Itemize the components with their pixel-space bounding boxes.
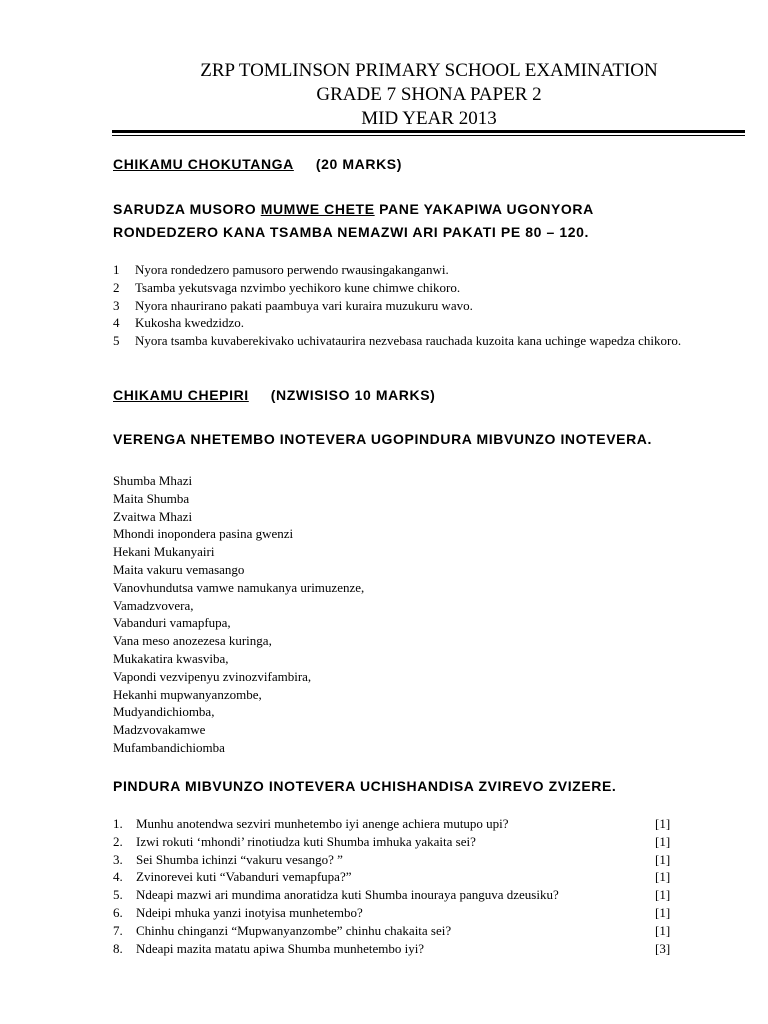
question-number: 8. [113,940,123,956]
poem-line: Mufambandichiomba [113,739,225,755]
question-item [113,886,673,904]
poem-line: Hekanhi mupwanyanzombe, [113,686,262,702]
poem-line: Vana meso anozezesa kuringa, [113,633,272,649]
poem-line: Vamadzvovera, [113,597,194,613]
item-text: Tsamba yekutsvaga nzvimbo yechikoro kune chimwe chikoro. [135,279,461,295]
question-text: Ndeapi mazwi ari mundima anoratidza kuti Shumba inouraya panguva dzeusiku? [136,887,559,903]
question-mark: [1] [655,887,671,903]
school-title: ZRP TOMLINSON PRIMARY SCHOOL EXAMINATION [200,60,658,81]
topic-list [113,261,753,350]
section2-title: CHIKAMU CHEPIRI [113,387,249,403]
poem-line: Shumba Mhazi [113,473,193,488]
question-mark: [1] [655,833,671,849]
item-number: 3 [113,297,120,313]
poem [113,472,364,757]
item-number: 1 [113,262,120,277]
question-text: Izwi rokuti ‘mhondi’ rinotiudza kuti Shumba imhuka yakaita sei? [136,833,476,849]
item-text: Nyora nhaurirano pakati paambuya vari kuraira muzukuru wavo. [135,297,473,313]
poem-line: Vanovhundutsa vamwe namukanya urimuzenze, [113,579,365,595]
item-number: 5 [113,333,120,349]
question-number: 3. [113,851,123,867]
section1-instruction-line1 [113,201,594,217]
question-item [113,940,673,958]
poem-line: Vapondi vezvipenyu zvinozvifambira, [113,668,312,684]
item-number: 2 [113,279,120,295]
section2-marks: (NZWISISO 10 MARKS) [270,387,436,403]
section2-heading [113,387,435,403]
question-mark: [1] [655,904,671,920]
section1-marks: (20 MARKS) [315,156,402,172]
poem-line: Mhondi inopondera pasina gwenzi [113,526,294,542]
item-text: Nyora tsamba kuvaberekivako uchivataurira nezvebasa rauchada kuzoita kana uchinge wapedza chikoro. [135,333,682,349]
item-number: 4 [113,315,120,331]
poem-line: Maita vakuru vemasango [113,561,245,577]
paper-title: GRADE 7 SHONA PAPER 2 [316,84,542,105]
poem-line: Mukakatira kwasviba, [113,650,229,666]
question-mark: [1] [655,922,671,938]
question-item [113,868,673,886]
instruction-text: SARUDZA MUSORO [113,201,261,217]
list-item [113,279,753,297]
question-item [113,904,673,922]
list-item [113,332,753,350]
list-item [113,297,753,315]
question-item [113,815,673,833]
question-mark: [3] [655,940,671,956]
questions-instruction: PINDURA MIBVUNZO INOTEVERA UCHISHANDISA ZVIREVO ZVIZERE. [113,778,617,794]
question-text: Munhu anotendwa sezviri munhetembo iyi anenge achiera mutupo upi? [136,816,509,831]
section1-instruction-line2: RONDEDZERO KANA TSAMBA NEMAZWI ARI PAKATI PE 80 – 120. [113,224,590,240]
poem-line: Madzvovakamwe [113,722,206,738]
item-text: Kukosha kwedzidzo. [135,315,245,331]
question-item [113,833,673,851]
header-rule-thick [112,130,745,133]
question-text: Zvinorevei kuti “Vabanduri vemapfupa?” [136,869,352,885]
question-list [113,815,673,957]
section1-heading [113,156,402,172]
question-mark: [1] [655,851,671,867]
question-text: Ndeipi mhuka yanzi inotyisa munhetembo? [136,904,363,920]
question-mark: [1] [655,816,671,831]
instruction-text-cont: PANE YAKAPIWA UGONYORA [374,201,594,217]
question-number: 7. [113,922,123,938]
question-mark: [1] [655,869,671,885]
poem-line: Vabanduri vamapfupa, [113,615,231,631]
question-text: Chinhu chinganzi “Mupwanyanzombe” chinhu chakaita sei? [136,922,452,938]
instruction-emphasis: MUMWE CHETE [260,201,375,217]
poem-line: Hekani Mukanyairi [113,544,215,560]
section2-instruction: VERENGA NHETEMBO INOTEVERA UGOPINDURA MIBVUNZO INOTEVERA. [113,431,653,447]
question-number: 6. [113,904,123,920]
question-text: Ndeapi mazita matatu apiwa Shumba munhetembo iyi? [136,940,425,956]
item-text: Nyora rondedzero pamusoro perwendo rwausingakanganwi. [135,262,449,277]
question-number: 2. [113,833,123,849]
exam-period: MID YEAR 2013 [361,108,497,129]
poem-line: Maita Shumba [113,490,190,506]
question-item [113,922,673,940]
header-rule-thin [112,135,745,136]
poem-line: Zvaitwa Mhazi [113,508,193,524]
section1-title: CHIKAMU CHOKUTANGA [113,156,294,172]
list-item [113,261,753,279]
question-item [113,851,673,869]
list-item [113,314,753,332]
question-number: 1. [113,816,123,831]
question-number: 5. [113,887,123,903]
question-text: Sei Shumba ichinzi “vakuru vesango? ” [136,851,343,867]
poem-line: Mudyandichiomba, [113,704,215,720]
question-number: 4. [113,869,123,885]
